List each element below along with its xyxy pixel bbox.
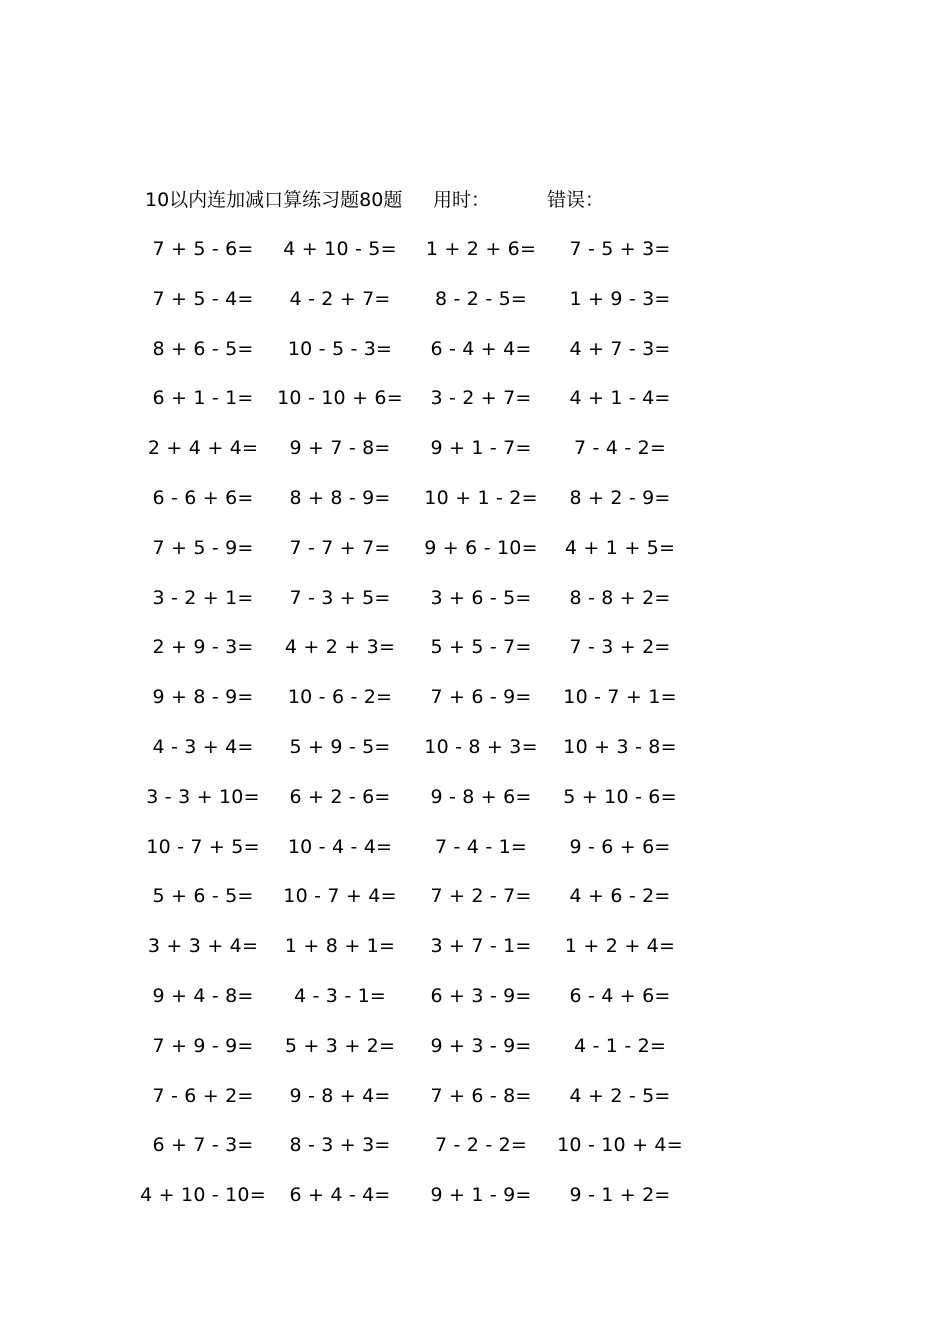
problem-item: 10 - 4 - 4= [287, 835, 393, 858]
problem-item: 4 + 7 - 3= [569, 337, 671, 360]
problem-item: 7 + 5 - 6= [152, 238, 254, 260]
problem-row [0, 830, 950, 880]
problem-item: 5 + 10 - 6= [563, 785, 677, 808]
problem-item: 7 + 9 - 9= [152, 1034, 254, 1057]
problem-item: 9 + 7 - 8= [289, 437, 391, 460]
problem-item: 7 + 6 - 9= [430, 686, 532, 709]
problem-item: 3 - 2 + 7= [430, 387, 532, 410]
problem-item: 7 - 6 + 2= [152, 1084, 254, 1107]
problem-item: 1 + 9 - 3= [569, 287, 671, 310]
problem-item: 3 + 3 + 4= [147, 935, 259, 958]
problem-item: 4 - 1 - 2= [573, 1034, 667, 1057]
problem-item: 10 - 6 - 2= [287, 686, 393, 709]
problem-item: 1 + 2 + 4= [564, 935, 676, 958]
problem-item: 9 - 8 + 4= [289, 1084, 391, 1107]
problem-item: 4 - 2 + 7= [289, 287, 391, 310]
problem-item: 4 - 3 + 4= [152, 735, 254, 758]
problem-item: 9 + 6 - 10= [424, 536, 538, 559]
problem-item: 7 - 7 + 7= [289, 536, 391, 559]
problem-item: 7 - 4 - 2= [573, 437, 667, 460]
problem-item: 3 + 6 - 5= [430, 586, 532, 609]
problem-item: 10 - 10 + 6= [277, 387, 403, 410]
problem-row [0, 680, 950, 730]
problem-item: 9 + 3 - 9= [430, 1034, 532, 1057]
problem-item: 7 + 2 - 7= [430, 885, 532, 908]
problem-item: 9 + 4 - 8= [152, 984, 254, 1007]
problem-item: 6 + 4 - 4= [289, 1184, 391, 1207]
problem-item: 8 - 8 + 2= [569, 586, 671, 609]
problem-item: 8 + 8 - 9= [289, 486, 391, 509]
problem-grid [0, 232, 950, 1228]
problem-item: 5 + 6 - 5= [152, 885, 254, 908]
problem-item: 5 + 5 - 7= [430, 636, 532, 659]
problem-row [0, 282, 950, 332]
problem-item: 8 - 2 - 5= [434, 287, 528, 310]
problem-item: 9 + 1 - 9= [430, 1184, 532, 1207]
problem-item: 10 - 7 + 4= [283, 885, 397, 908]
problem-row [0, 879, 950, 929]
problem-item: 10 + 1 - 2= [424, 486, 538, 509]
problem-row [0, 929, 950, 979]
problem-item: 9 - 6 + 6= [569, 835, 671, 858]
problem-row [0, 1128, 950, 1178]
problem-item: 10 + 3 - 8= [563, 735, 677, 758]
problem-item: 5 + 9 - 5= [289, 735, 391, 758]
problem-row [0, 630, 950, 680]
problem-item: 4 + 10 - 5= [283, 238, 397, 260]
problem-item: 7 - 5 + 3= [569, 238, 671, 260]
problem-item: 5 + 3 + 2= [284, 1034, 396, 1057]
problem-row [0, 780, 950, 830]
problem-row [0, 581, 950, 631]
problem-item: 4 + 2 + 3= [284, 636, 396, 659]
problem-item: 7 - 3 + 5= [289, 586, 391, 609]
problem-item: 7 + 5 - 4= [152, 287, 254, 310]
problem-row [0, 481, 950, 531]
problem-row [0, 332, 950, 382]
problem-item: 4 + 2 - 5= [569, 1084, 671, 1107]
problem-item: 3 - 3 + 10= [146, 785, 260, 808]
problem-item: 6 + 7 - 3= [152, 1134, 254, 1157]
problem-item: 6 - 4 + 4= [430, 337, 532, 360]
time-label: 用时： [433, 189, 491, 211]
problem-item: 7 - 2 - 2= [434, 1134, 528, 1157]
problem-item: 4 + 6 - 2= [569, 885, 671, 908]
problem-item: 10 - 10 + 4= [557, 1134, 683, 1157]
problem-row [0, 232, 950, 282]
worksheet-title: 10以内连加减口算练习题80题 [145, 189, 403, 211]
problem-item: 10 - 7 + 5= [146, 835, 260, 858]
problem-item: 3 - 2 + 1= [152, 586, 254, 609]
problem-item: 7 - 4 - 1= [434, 835, 528, 858]
problem-item: 7 + 6 - 8= [430, 1084, 532, 1107]
problem-item: 2 + 9 - 3= [152, 636, 254, 659]
problem-row [0, 1178, 950, 1228]
problem-item: 6 + 3 - 9= [430, 984, 532, 1007]
problem-item: 3 + 7 - 1= [430, 935, 532, 958]
problem-item: 7 - 3 + 2= [569, 636, 671, 659]
problem-item: 4 + 1 - 4= [569, 387, 671, 410]
errors-label: 错误： [547, 189, 605, 211]
problem-item: 1 + 8 + 1= [284, 935, 396, 958]
problem-item: 9 - 1 + 2= [569, 1184, 671, 1207]
problem-item: 8 + 2 - 9= [569, 486, 671, 509]
problem-item: 2 + 4 + 4= [147, 437, 259, 460]
problem-item: 1 + 2 + 6= [425, 238, 537, 260]
problem-item: 9 + 8 - 9= [152, 686, 254, 709]
problem-item: 9 + 1 - 7= [430, 437, 532, 460]
problem-item: 10 - 8 + 3= [424, 735, 538, 758]
problem-item: 6 + 1 - 1= [152, 387, 254, 410]
problem-item: 9 - 8 + 6= [430, 785, 532, 808]
problem-row [0, 381, 950, 431]
problem-item: 10 - 7 + 1= [563, 686, 677, 709]
problem-row [0, 979, 950, 1029]
problem-item: 4 + 1 + 5= [564, 536, 676, 559]
problem-item: 10 - 5 - 3= [287, 337, 393, 360]
problem-row [0, 531, 950, 581]
problem-item: 8 - 3 + 3= [289, 1134, 391, 1157]
problem-row [0, 431, 950, 481]
problem-item: 7 + 5 - 9= [152, 536, 254, 559]
problem-item: 4 + 10 - 10= [140, 1184, 266, 1207]
problem-row [0, 1029, 950, 1079]
problem-row [0, 1079, 950, 1129]
problem-item: 8 + 6 - 5= [152, 337, 254, 360]
problem-item: 4 - 3 - 1= [293, 984, 387, 1007]
problem-item: 6 + 2 - 6= [289, 785, 391, 808]
problem-item: 6 - 4 + 6= [569, 984, 671, 1007]
problem-item: 6 - 6 + 6= [152, 486, 254, 509]
problem-row [0, 730, 950, 780]
